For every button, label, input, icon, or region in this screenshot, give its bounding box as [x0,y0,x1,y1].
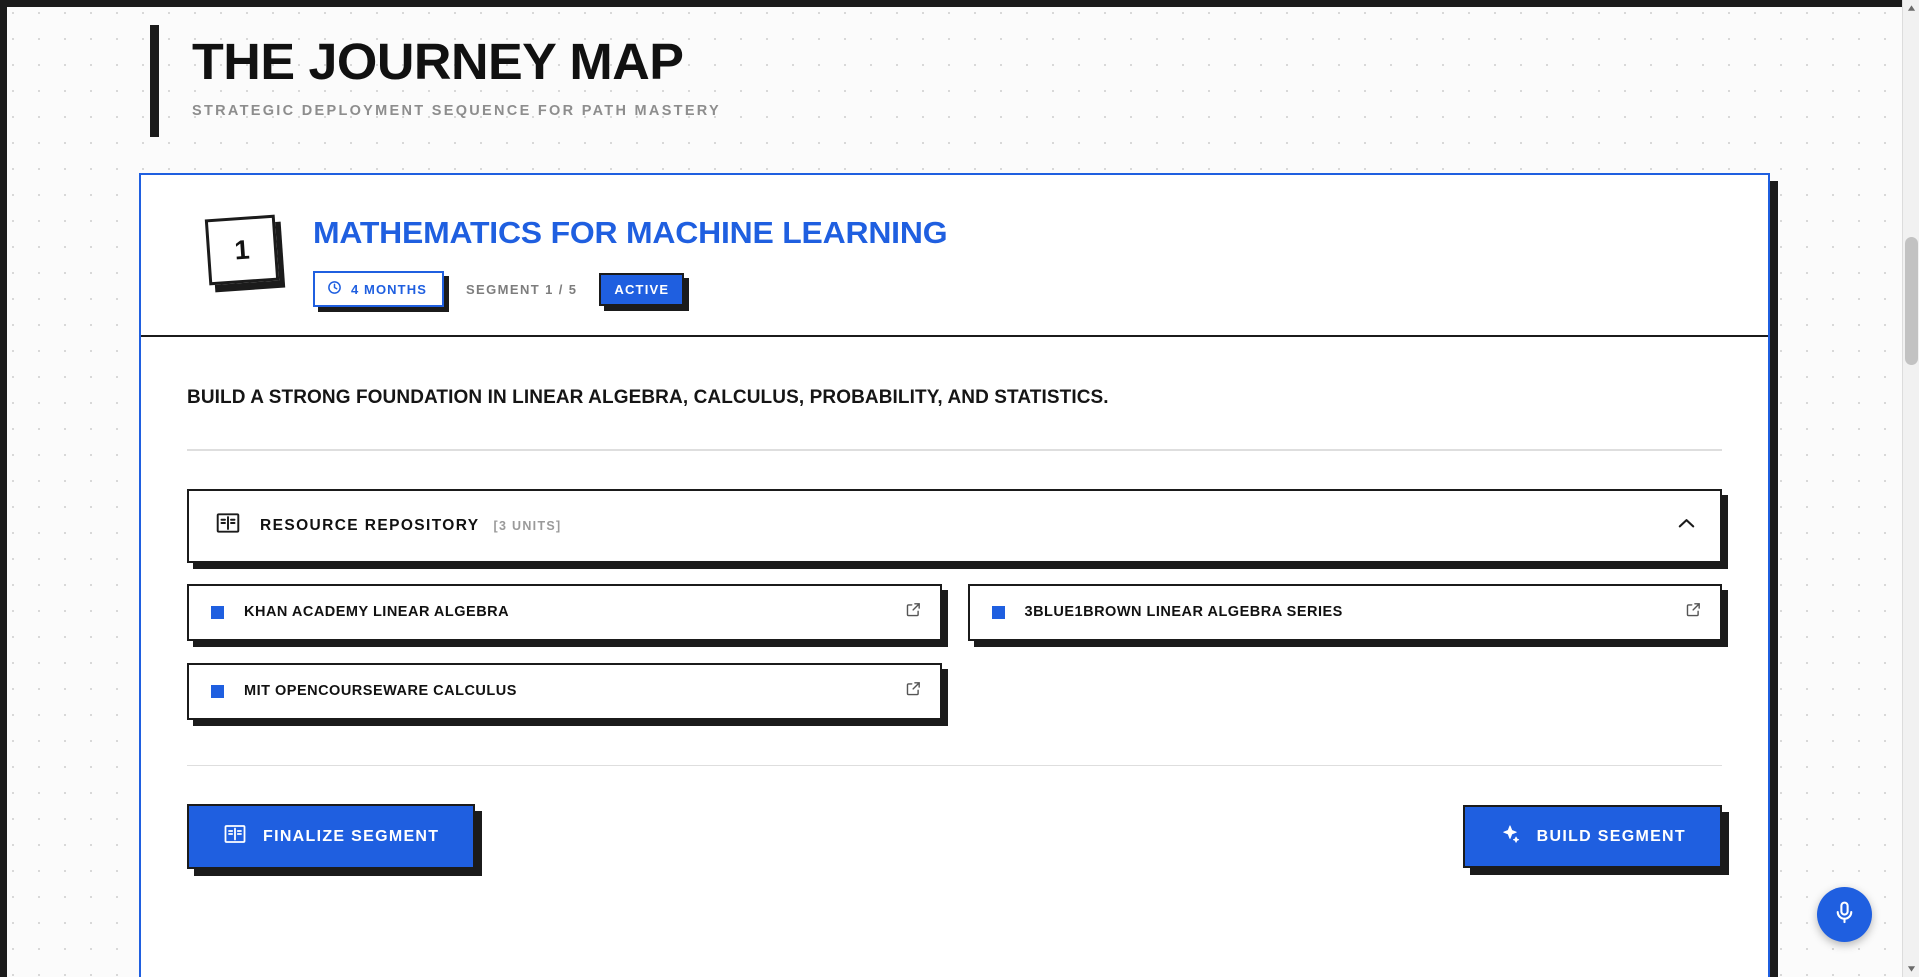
segment-counter: SEGMENT 1 / 5 [465,281,578,297]
status-badge-wrapper [599,273,684,306]
scrollbar-thumb[interactable] [1905,237,1918,365]
resource-list [187,584,1722,720]
finalize-segment-label: FINALIZE SEGMENT [263,827,440,845]
book-icon [223,822,247,851]
status-badge: ACTIVE [599,273,684,306]
resource-item-1[interactable] [968,584,1723,641]
module-number-badge [207,217,285,291]
build-segment-label: BUILD SEGMENT [1536,827,1686,845]
page-title: THE JOURNEY MAP [192,33,684,90]
resource-section-wrapper [187,489,1722,563]
module-card-body [141,337,1768,909]
page-header [150,25,1895,137]
bullet-square-icon [211,606,224,619]
list-item [968,584,1723,641]
bullet-square-icon [211,685,224,698]
resource-item-label: MIT OPENCOURSEWARE CALCULUS [244,683,517,699]
resource-item-label: 3BLUE1BROWN LINEAR ALGEBRA SERIES [1024,604,1343,620]
chevron-up-icon[interactable] [1675,512,1698,540]
window-left-edge [0,0,7,977]
module-meta-row [313,271,929,307]
microphone-button[interactable] [1817,887,1872,942]
duration-chip [313,271,444,307]
card-actions [187,804,1722,909]
resource-item-0[interactable] [187,584,942,641]
duration-label: 4 MONTHS [351,281,427,297]
duration-chip-wrapper [313,271,444,307]
resource-item-label: KHAN ACADEMY LINEAR ALGEBRA [244,604,510,620]
clock-icon [327,280,342,298]
book-icon [215,510,241,541]
header-text-block [192,25,721,137]
external-link-icon[interactable] [905,680,922,702]
scroll-down-arrow-icon[interactable] [1903,960,1919,977]
page-subtitle: STRATEGIC DEPLOYMENT SEQUENCE FOR PATH MASTERY [192,102,722,119]
module-card [139,173,1770,977]
module-description: BUILD A STRONG FOUNDATION IN LINEAR ALGEBRA, CALCULUS, PROBABILITY, AND STATISTICS. [187,387,1109,408]
header-accent-bar [150,25,159,137]
resource-item-2[interactable] [187,663,942,720]
finalize-segment-wrapper [187,804,475,869]
vertical-scrollbar[interactable] [1902,0,1919,977]
build-segment-button[interactable] [1463,805,1722,868]
bullet-square-icon [992,606,1005,619]
page-content [7,7,1895,977]
resource-section-label: RESOURCE REPOSITORY [260,516,480,534]
external-link-icon[interactable] [905,601,922,623]
finalize-segment-button[interactable] [187,804,475,869]
build-segment-wrapper [1463,805,1722,868]
scroll-up-arrow-icon[interactable] [1903,0,1919,17]
list-item [187,584,942,641]
module-header-main [313,209,948,307]
window-top-edge [0,0,1919,7]
module-card-header [141,175,1768,337]
module-number-value: 1 [205,215,279,286]
external-link-icon[interactable] [1685,601,1702,623]
list-item [187,663,942,720]
microphone-icon [1832,900,1857,930]
body-divider-top [187,449,1722,451]
resource-unit-count: [3 UNITS] [493,518,562,533]
module-title: MATHEMATICS FOR MACHINE LEARNING [313,215,948,250]
module-card-wrapper [139,173,1770,977]
body-divider-bottom [187,765,1722,767]
resource-repository-toggle[interactable] [187,489,1722,563]
sparkle-icon [1499,823,1521,850]
